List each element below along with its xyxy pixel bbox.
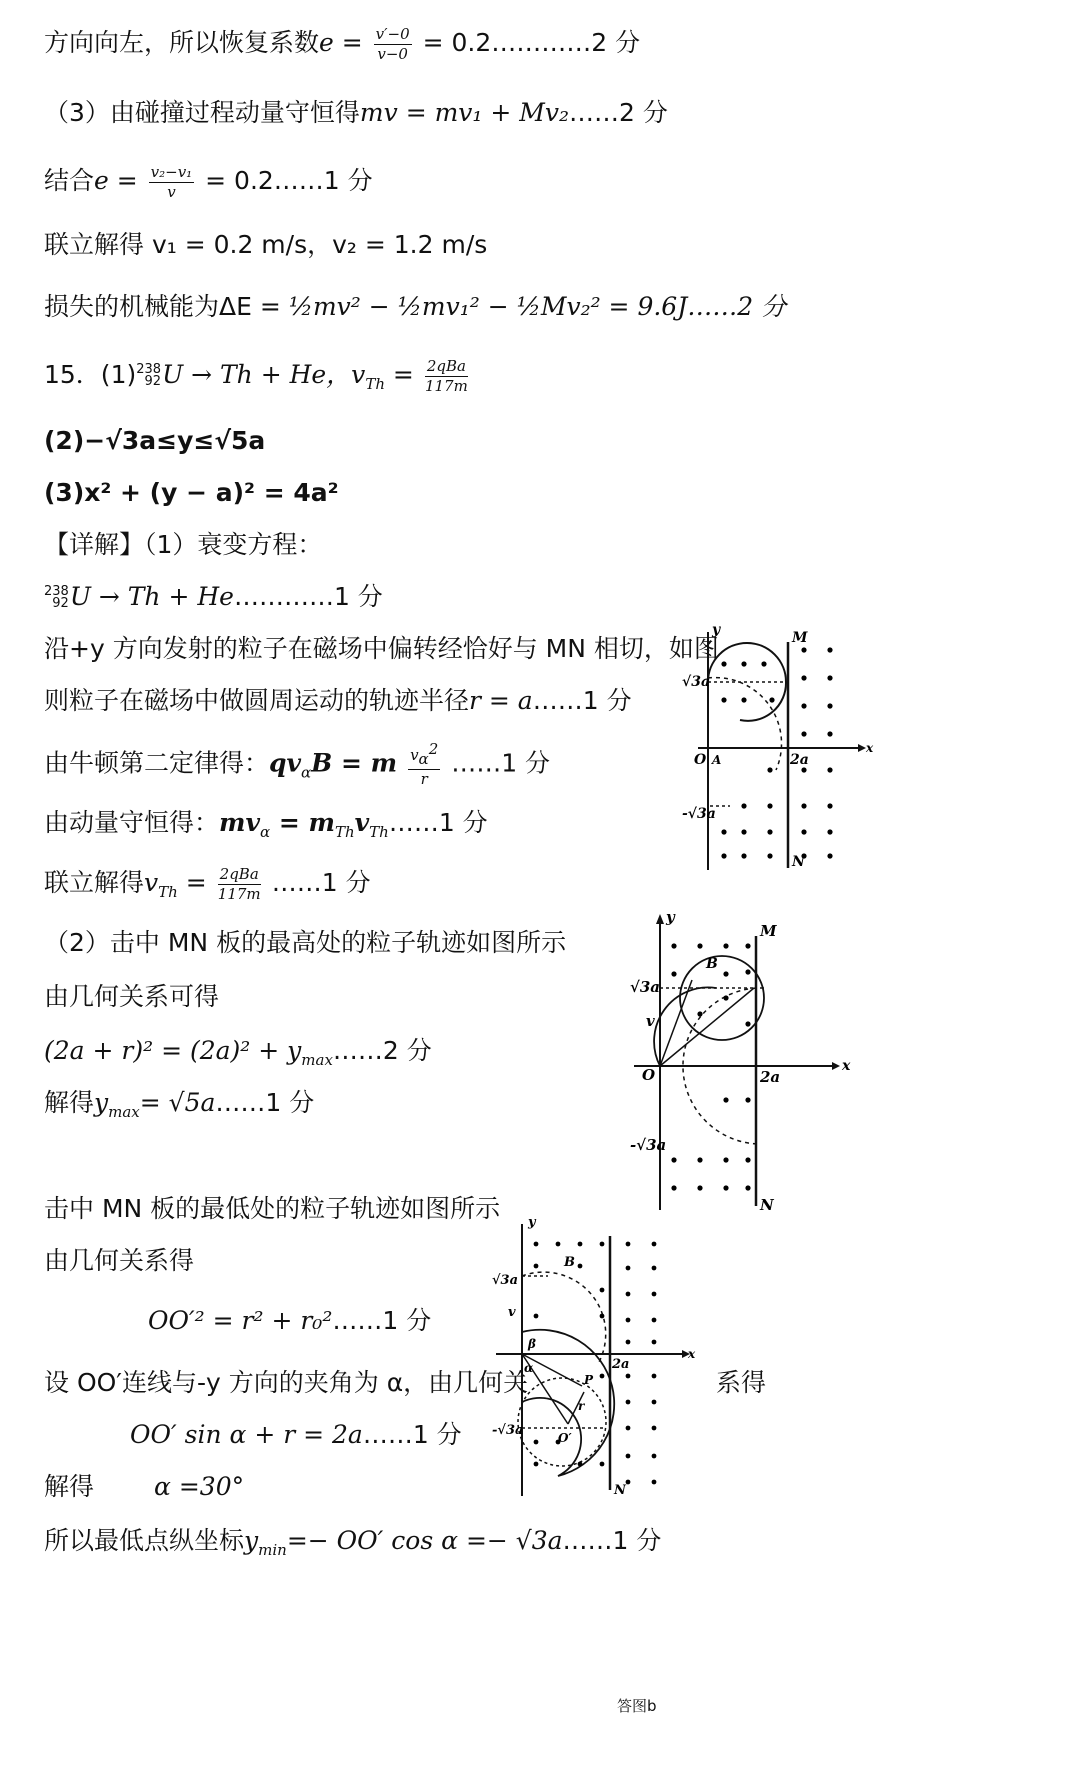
x-label: x bbox=[866, 741, 874, 755]
figure-2-highest-point bbox=[626, 910, 858, 1218]
trajectory-arc bbox=[522, 1330, 614, 1476]
fraction: $\frac{\text{2qBa}}{117m}$ bbox=[424, 356, 468, 395]
velocities-line: 联立解得 v₁ = 0.2 m/s，v₂ = 1.2 m/s bbox=[44, 230, 488, 259]
p-label: P bbox=[584, 1373, 594, 1387]
ymax-result: 解得$y_{max}=$ √5a……1 分 bbox=[44, 1088, 315, 1121]
y-label: y bbox=[712, 622, 721, 638]
ymin-result: 所以最低点纵坐标$y_{min}=- OO'$ cos α =− √3a……1 分 bbox=[44, 1526, 662, 1559]
o-prime-label: O′ bbox=[558, 1431, 572, 1445]
two-a-label: 2a bbox=[790, 752, 809, 768]
magnetic-field-dots bbox=[721, 647, 832, 858]
m-label: M bbox=[792, 630, 808, 646]
m-label: M bbox=[760, 922, 777, 940]
momentum-line: 由动量守恒得：$mv_\alpha$ = $m_{Th}v_{Th}\dots\dots 1$ 分 bbox=[44, 808, 488, 841]
alpha-label: α bbox=[524, 1361, 534, 1375]
fraction: $\frac{v'-0}{v-0}$ bbox=[375, 24, 410, 63]
two-a-label: 2a bbox=[760, 1068, 781, 1086]
n-label: N bbox=[614, 1483, 626, 1498]
y-label: y bbox=[666, 910, 675, 926]
two-a-label: 2a bbox=[612, 1357, 630, 1372]
figure-1-tangent-trajectory bbox=[680, 620, 880, 875]
fraction: $\frac{\text{2qBa}}{117m}$ bbox=[217, 864, 261, 903]
x-axis-arrow bbox=[832, 1062, 840, 1070]
answer-15-part2: (2)−√3a≤y≤√5a bbox=[44, 426, 266, 455]
n-label: N bbox=[792, 854, 805, 870]
b-label: B bbox=[564, 1255, 575, 1270]
lowest-point-heading: 击中 MN 板的最低处的粒子轨迹如图所示 bbox=[44, 1194, 501, 1223]
geometry-line: 由几何关系可得 bbox=[44, 982, 220, 1011]
x-label: x bbox=[688, 1347, 696, 1361]
sqrt3a-label: √3a bbox=[630, 978, 661, 996]
origin-label: O bbox=[694, 752, 707, 768]
oo-prime-equation: OO′² = r² + r₀²……1 分 bbox=[148, 1306, 432, 1335]
angle-definition-tail: 系得 bbox=[716, 1368, 767, 1397]
answer-15-part3: (3)x² + (y − a)² = 4a² bbox=[44, 478, 339, 507]
sqrt3a-label: √3a bbox=[492, 1273, 519, 1288]
neg-sqrt3a-label: -√3a bbox=[630, 1136, 667, 1154]
tangent-description: 沿+y 方向发射的粒子在磁场中偏转经恰好与 MN 相切，如图 bbox=[44, 634, 719, 663]
geometry-line-2: 由几何关系得 bbox=[44, 1246, 195, 1275]
detail-heading: 【详解】（1）衰变方程： bbox=[44, 530, 323, 559]
x-label: x bbox=[842, 1058, 851, 1074]
newton-law-line: 由牛顿第二定律得：$qv_\alpha B = m$ $\frac{v_\alpha^2}{r}$ ……1 分 bbox=[44, 740, 551, 788]
sin-equation: OO′ sin α + r = 2a……1 分 bbox=[130, 1420, 462, 1449]
decay-equation: 238 92 U → Th + He…………1 分 bbox=[44, 582, 383, 611]
trajectory-circle bbox=[518, 1378, 606, 1466]
answer-15-part1: 15．(1) 238 92 U → Th + He，$v_{Th}$ = $\frac{\text{2qBa}}{117m}$ bbox=[44, 356, 468, 395]
combine-line: 结合e = $\frac{\text{v₂−v₁}}{v}$ = 0.2……1 分 bbox=[44, 162, 373, 201]
neg-sqrt3a-label: -√3a bbox=[682, 806, 716, 822]
v-label: v bbox=[508, 1305, 516, 1320]
angle-definition: 设 OO′连线与-y 方向的夹角为 α，由几何关 bbox=[44, 1368, 529, 1397]
neg-sqrt3a-label: -√3a bbox=[492, 1423, 524, 1438]
figure-3-lowest-point bbox=[488, 1216, 698, 1500]
b-label: B bbox=[706, 956, 718, 972]
n-label: N bbox=[760, 1196, 774, 1214]
fraction: $\frac{\text{v₂−v₁}}{v}$ bbox=[150, 162, 193, 201]
a-label: A bbox=[712, 753, 722, 767]
magnetic-field-dots bbox=[534, 1242, 657, 1485]
highest-point-heading: （2）击中 MN 板的最高处的粒子轨迹如图所示 bbox=[44, 928, 567, 957]
alpha-result: 解得 α =30° bbox=[44, 1472, 245, 1501]
x-axis-arrow bbox=[858, 744, 866, 752]
radius-line: 则粒子在磁场中做圆周运动的轨迹半径r = a……1 分 bbox=[44, 686, 632, 715]
momentum-conservation-line: （3）由碰撞过程动量守恒得mv = mv₁ + Mv₂……2 分 bbox=[44, 98, 668, 127]
recovery-coefficient-line: 方向向左，所以恢复系数e = $\frac{v'-0}{v-0}$ = 0.2…………2 分 bbox=[44, 24, 641, 63]
ymax-equation: $(2a + r)^2 = (2a)^2 + y_{max}\dots\dots 2$ 分 bbox=[44, 1036, 432, 1069]
v-label: v bbox=[646, 1012, 655, 1030]
y-axis-arrow bbox=[656, 914, 664, 924]
origin-label: O bbox=[642, 1066, 656, 1084]
energy-loss-line: 损失的机械能为ΔE = ½mv² − ½mv₁² − ½Mv₂² = 9.6J……2 分 bbox=[44, 292, 787, 321]
y-label: y bbox=[528, 1216, 536, 1230]
figure-3-caption: 答图b bbox=[617, 1697, 657, 1715]
fraction: $\frac{v_\alpha^2}{r}$ bbox=[410, 740, 439, 788]
r-label: r bbox=[578, 1399, 585, 1413]
thorium-velocity-line: 联立解得$v_{Th}$ = $\frac{\text{2qBa}}{117m}$ ……1 分 bbox=[44, 864, 371, 903]
beta-label: β bbox=[528, 1337, 536, 1351]
sqrt3a-label: √3a bbox=[682, 674, 711, 690]
